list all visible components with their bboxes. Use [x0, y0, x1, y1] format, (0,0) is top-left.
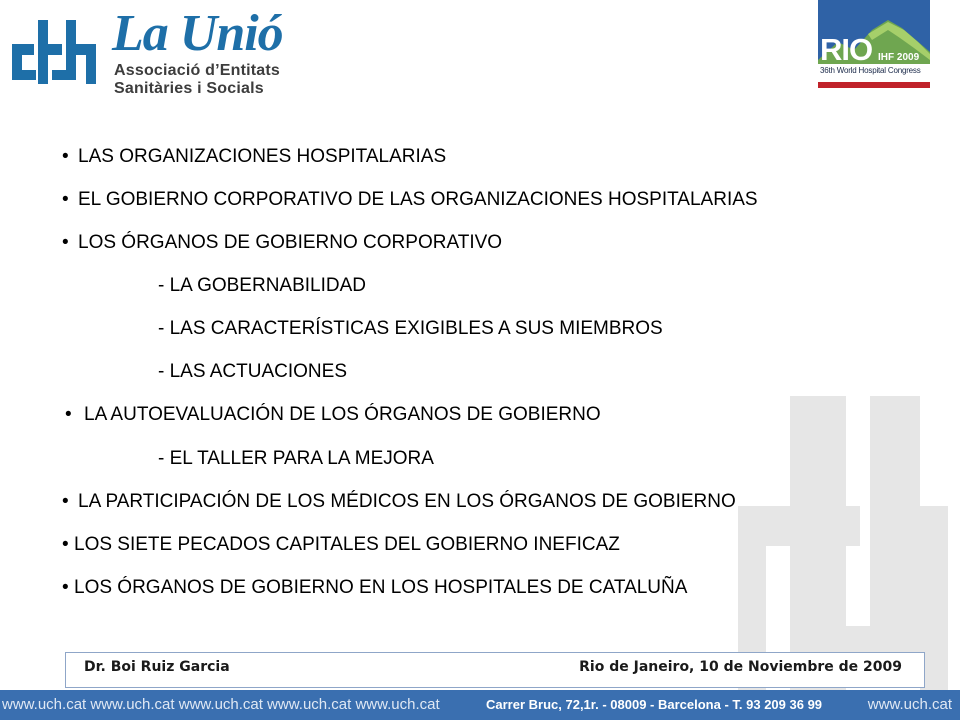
logo-title: La Unió: [112, 5, 283, 62]
list-subitem: [158, 318, 663, 340]
list-item: [65, 404, 601, 426]
list-item-text: - LAS CARACTERÍSTICAS EXIGIBLES A SUS MIEMBROS: [158, 318, 663, 339]
bullet: •: [62, 232, 69, 253]
bullet: •: [62, 146, 69, 167]
list-item-text: LOS SIETE PECADOS CAPITALES DEL GOBIERNO INEFICAZ: [74, 534, 620, 555]
badge-rio-text: RIO: [820, 32, 873, 67]
list-subitem: [158, 275, 366, 297]
list-item-text: LOS ÓRGANOS DE GOBIERNO EN LOS HOSPITALES DE CATALUÑA: [74, 577, 688, 598]
badge-congress-text: 36th World Hospital Congress: [820, 66, 921, 75]
footer-address: Carrer Bruc, 72,1r. - 08009 - Barcelona - T. 93 209 36 99: [486, 697, 823, 712]
list-subitem: [158, 361, 347, 383]
footer-url-end: www.uch.cat: [867, 696, 952, 713]
list-item: [62, 491, 736, 513]
list-item: [62, 146, 446, 168]
bullet: •: [62, 577, 69, 598]
author-date-box: [65, 652, 925, 688]
list-item-text: LOS ÓRGANOS DE GOBIERNO CORPORATIVO: [78, 232, 503, 253]
list-item: [62, 577, 687, 599]
author-name: Dr. Boi Ruiz Garcia: [84, 659, 230, 675]
list-item-text: - LA GOBERNABILIDAD: [158, 275, 367, 296]
logo-subtitle-2: Sanitàries i Socials: [114, 80, 264, 97]
list-item-text: LA PARTICIPACIÓN DE LOS MÉDICOS EN LOS ÓRGANOS DE GOBIERNO: [78, 491, 736, 512]
footer-strip: [0, 690, 960, 720]
logo-subtitle-1: Associació d’Entitats: [114, 62, 281, 79]
list-item-text: LA AUTOEVALUACIÓN DE LOS ÓRGANOS DE GOBIERNO: [84, 404, 601, 425]
list-item-text: LAS ORGANIZACIONES HOSPITALARIAS: [78, 146, 447, 167]
list-item: [62, 534, 620, 556]
list-item-text: - EL TALLER PARA LA MEJORA: [158, 448, 434, 469]
badge-ihf-text: IHF 2009: [878, 52, 920, 63]
list-item-text: - LAS ACTUACIONES: [158, 361, 347, 382]
bullet: •: [62, 534, 69, 555]
place-date: Rio de Janeiro, 10 de Noviembre de 2009: [579, 659, 902, 675]
list-item-text: EL GOBIERNO CORPORATIVO DE LAS ORGANIZACIONES HOSPITALARIAS: [78, 189, 758, 210]
bullet: •: [62, 189, 69, 210]
footer-urls: www.uch.cat www.uch.cat www.uch.cat www.uch.cat www.uch.cat: [2, 696, 440, 713]
bullet: •: [62, 491, 69, 512]
bullet: •: [65, 404, 72, 425]
list-subitem: [158, 448, 434, 470]
list-item: [62, 232, 502, 254]
list-item: [62, 189, 758, 211]
